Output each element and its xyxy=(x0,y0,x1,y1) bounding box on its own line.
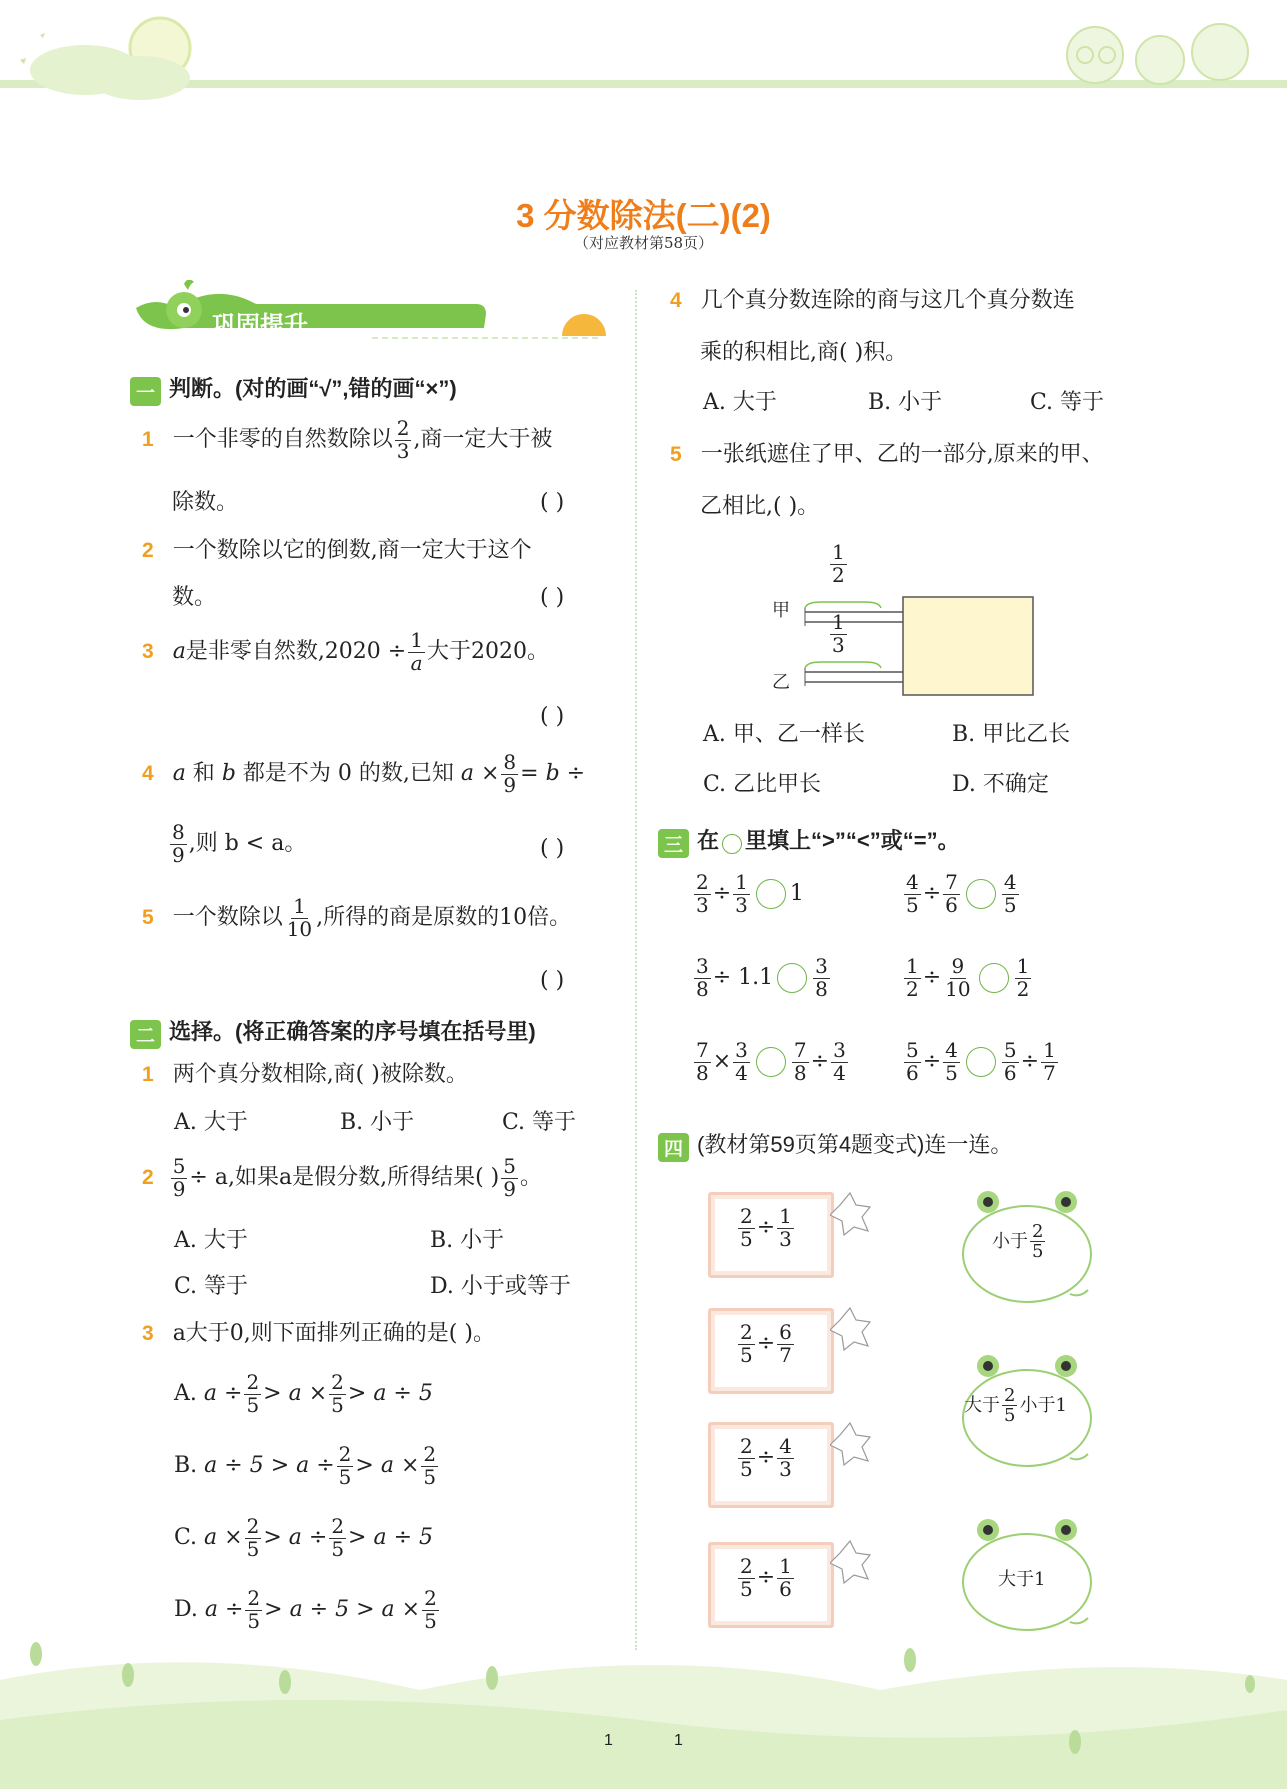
r-q4-num: 4 xyxy=(670,289,682,312)
r-q5 xyxy=(670,444,1104,466)
s1-q4-answer[interactable]: ( ) xyxy=(540,836,565,861)
s2-q2: 2 $\frac{5}{9}$ ÷ a,如果a是假分数,所得结果( ) $\frac{5}{9}$ 。 xyxy=(142,1154,542,1201)
r-q4-opt-b[interactable]: B. 小于 xyxy=(868,390,943,415)
s1-q3 xyxy=(142,630,549,674)
s1-q2-answer[interactable]: ( ) xyxy=(540,585,565,610)
s1-q1 xyxy=(142,418,552,462)
r-q5-line2: 乙相比,( )。 xyxy=(700,494,820,519)
header-decoration xyxy=(0,0,1287,120)
frog-1-text: 小于 $\frac{2}{5}$ xyxy=(992,1221,1044,1263)
s2-q2-opt-d[interactable]: D. 小于或等于 xyxy=(430,1274,571,1299)
s2-q3 xyxy=(142,1323,495,1345)
banner-whale-icon xyxy=(132,280,612,344)
s2-q2-opt-b[interactable]: B. 小于 xyxy=(430,1228,505,1253)
s2-q3-text: a大于0,则下面排列正确的是( )。 xyxy=(172,1321,495,1346)
r-q5-figure xyxy=(760,540,1060,700)
banner-label: 巩固提升 xyxy=(212,312,308,339)
animal-faces-icon xyxy=(1067,24,1248,84)
cmp-1-left-circle[interactable] xyxy=(756,879,786,909)
s1-q4-mid1: 和 xyxy=(185,761,222,787)
s1-q4 xyxy=(142,752,585,796)
s1-q4-frac2: $\frac{8}{9}$ xyxy=(172,820,185,867)
cmp-2-left: $\frac{3}{8}$ ÷ 1.1 $\frac{3}{8}$ xyxy=(696,954,828,1001)
r-q5-jia: 甲 xyxy=(772,600,790,621)
s1-q2-line2: 数。 xyxy=(172,585,217,610)
s1-q3-answer[interactable]: ( ) xyxy=(540,704,565,729)
s1-q1-num: 1 xyxy=(142,428,154,452)
s1-q4-num: 4 xyxy=(142,762,154,786)
cmp-3-left-circle[interactable] xyxy=(756,1047,786,1077)
s2-q2-opt-c[interactable]: C. 等于 xyxy=(174,1274,249,1299)
s2-q1-opt-b[interactable]: B. 小于 xyxy=(340,1110,415,1135)
s1-q3-var: a xyxy=(172,639,186,665)
cmp-2-left-circle[interactable] xyxy=(777,963,807,993)
s2-q1-opt-c[interactable]: C. 等于 xyxy=(502,1110,577,1135)
s2-q1-opt-a[interactable]: A. 大于 xyxy=(174,1110,248,1135)
cmp-3-left: $\frac{7}{8}$ × $\frac{3}{4}$ $\frac{7}{8}$ ÷ $\frac{3}{4}$ xyxy=(696,1038,846,1085)
s1-q3-frac: $\frac{1}{a}$ xyxy=(410,628,423,675)
r-q4-line1: 几个真分数连除的商与这几个真分数连 xyxy=(700,288,1075,313)
star-creature-icons xyxy=(830,1185,890,1605)
section1-badge: 一 xyxy=(130,377,161,406)
page-number-left: 1 xyxy=(604,1732,613,1749)
cmp-2-right-circle[interactable] xyxy=(979,963,1009,993)
cmp-2-right: $\frac{1}{2}$ ÷ $\frac{9}{10}$ $\frac{1}{2}$ xyxy=(906,954,1030,1001)
s2-q3-opt-d[interactable]: D. a ÷ $\frac{2}{5}$ > a ÷ 5 > a × $\frac{2}{5}$ xyxy=(174,1586,437,1633)
s1-q1-frac: $\frac{2}{3}$ xyxy=(396,416,410,463)
section4-badge: 四 xyxy=(658,1133,689,1162)
s1-q4-var-b: b xyxy=(221,761,236,787)
footer-landscape xyxy=(0,1630,1287,1789)
s2-q3-opt-b[interactable]: B. a ÷ 5 > a ÷ $\frac{2}{5}$ > a × $\frac{2}{5}$ xyxy=(174,1442,437,1489)
cmp-1-right: $\frac{4}{5}$ ÷ $\frac{7}{6}$ $\frac{4}{5}$ xyxy=(906,870,1017,917)
section2-header xyxy=(130,1015,536,1049)
s1-q3-num: 3 xyxy=(142,640,154,664)
r-q5-frac-half: $\frac{1}{2}$ xyxy=(832,540,845,587)
r-q5-frac-third: $\frac{1}{3}$ xyxy=(832,610,845,657)
s1-q1-post: ,商一定大于被 xyxy=(413,427,553,453)
s1-q1-answer[interactable]: ( ) xyxy=(540,490,565,515)
s2-q3-opt-c[interactable]: C. a × $\frac{2}{5}$ > a ÷ $\frac{2}{5}$ > a ÷ 5 xyxy=(174,1514,434,1561)
s1-q1-line2: 除数。 xyxy=(172,490,239,515)
section3-header xyxy=(658,824,960,858)
s2-q1-text: 两个真分数相除,商( )被除数。 xyxy=(172,1062,468,1087)
section3-title-post: 里填上“>”“<”或“=”。 xyxy=(745,828,960,853)
s1-q2-line1: 一个数除以它的倒数,商一定大于这个 xyxy=(172,538,532,563)
page-title: 3 分数除法(二)(2) xyxy=(516,197,771,234)
match-card-3-expr: $\frac{2}{5}$ ÷ $\frac{4}{3}$ xyxy=(740,1434,792,1481)
match-card-2-expr: $\frac{2}{5}$ ÷ $\frac{6}{7}$ xyxy=(740,1320,792,1367)
frog-3-text: 大于1 xyxy=(998,1569,1046,1590)
s2-q2-num: 2 xyxy=(142,1166,154,1190)
s1-q4-frac1: $\frac{8}{9}$ xyxy=(503,750,517,797)
s1-q4-post: ,则 b < a。 xyxy=(188,831,307,857)
r-q4-line2: 乘的积相比,商( )积。 xyxy=(700,340,908,365)
s1-q5 xyxy=(142,896,571,940)
r-q5-line1: 一张纸遮住了甲、乙的一部分,原来的甲、 xyxy=(700,442,1104,467)
section3-badge: 三 xyxy=(658,829,689,858)
r-q5-opt-d[interactable]: D. 不确定 xyxy=(952,772,1049,797)
match-card-4-expr: $\frac{2}{5}$ ÷ $\frac{1}{6}$ xyxy=(740,1554,792,1601)
s2-q2-frac: $\frac{5}{9}$ xyxy=(172,1154,186,1201)
s1-q4-expr1: a × xyxy=(460,761,500,787)
r-q5-opt-b[interactable]: B. 甲比乙长 xyxy=(952,722,1071,747)
s2-q3-opt-a[interactable]: A. a ÷ $\frac{2}{5}$ > a × $\frac{2}{5}$ > a ÷ 5 xyxy=(174,1370,433,1417)
s2-q2-mid: ÷ a,如果a是假分数,所得结果( ) xyxy=(189,1165,500,1191)
section4-title: (教材第59页第4题变式)连一连。 xyxy=(697,1132,1013,1157)
s1-q4-line2 xyxy=(168,822,306,866)
s1-q5-post: ,所得的商是原数的10倍。 xyxy=(316,905,572,931)
s1-q4-var-a: a xyxy=(172,761,186,787)
r-q5-opt-a[interactable]: A. 甲、乙一样长 xyxy=(703,722,865,747)
s1-q5-frac: $\frac{1}{10}$ xyxy=(286,894,313,941)
cmp-1-left: $\frac{2}{3}$ ÷ $\frac{1}{3}$ 1 xyxy=(696,870,804,917)
s2-q2-opt-a[interactable]: A. 大于 xyxy=(174,1228,248,1253)
s1-q2 xyxy=(142,540,532,562)
s1-q5-num: 5 xyxy=(142,906,154,930)
page-subtitle: （对应教材第58页） xyxy=(573,234,714,252)
s1-q5-pre: 一个数除以 xyxy=(172,905,283,931)
match-card-1-expr: $\frac{2}{5}$ ÷ $\frac{1}{3}$ xyxy=(740,1204,792,1251)
s1-q4-mid2: 都是不为 0 的数,已知 xyxy=(235,761,461,787)
section2-badge: 二 xyxy=(130,1020,161,1049)
s2-q3-num: 3 xyxy=(142,1322,154,1345)
cmp-3-right: $\frac{5}{6}$ ÷ $\frac{4}{5}$ $\frac{5}{6}$ ÷ $\frac{1}{7}$ xyxy=(906,1038,1056,1085)
cmp-3-right-circle[interactable] xyxy=(966,1047,996,1077)
r-q4 xyxy=(670,290,1075,312)
section3-title-pre: 在 xyxy=(697,828,720,853)
s1-q3-post: 大于2020。 xyxy=(426,639,549,665)
section1-header xyxy=(130,372,457,406)
r-q4-opt-a[interactable]: A. 大于 xyxy=(703,390,777,415)
r-q5-opt-c[interactable]: C. 乙比甲长 xyxy=(703,772,822,797)
s2-q2-frac2: $\frac{5}{9}$ xyxy=(503,1154,516,1201)
circle-icon xyxy=(722,834,742,854)
s2-q1-num: 1 xyxy=(142,1063,154,1086)
page-number-right: 1 xyxy=(674,1732,683,1749)
s1-q1-pre: 一个非零的自然数除以 xyxy=(172,427,393,453)
r-q5-paper xyxy=(903,597,1033,695)
s1-q2-num: 2 xyxy=(142,539,154,562)
s1-q3-pre: 是非零自然数,2020 ÷ xyxy=(185,639,407,665)
section4-header xyxy=(658,1128,1012,1162)
section1-title: 判断。(对的画“√”,错的画“×”) xyxy=(169,376,457,401)
column-divider xyxy=(635,290,637,1650)
frog-2-text: 大于 $\frac{2}{5}$ 小于1 xyxy=(964,1385,1067,1427)
s1-q4-expr2: = b ÷ xyxy=(520,761,586,787)
r-q5-num: 5 xyxy=(670,443,682,466)
section2-title: 选择。(将正确答案的序号填在括号里) xyxy=(169,1019,536,1044)
r-q4-opt-c[interactable]: C. 等于 xyxy=(1030,390,1105,415)
s2-q1 xyxy=(142,1064,468,1086)
cmp-1-right-circle[interactable] xyxy=(966,879,996,909)
r-q5-yi: 乙 xyxy=(772,672,790,693)
s1-q5-answer[interactable]: ( ) xyxy=(540,968,565,993)
